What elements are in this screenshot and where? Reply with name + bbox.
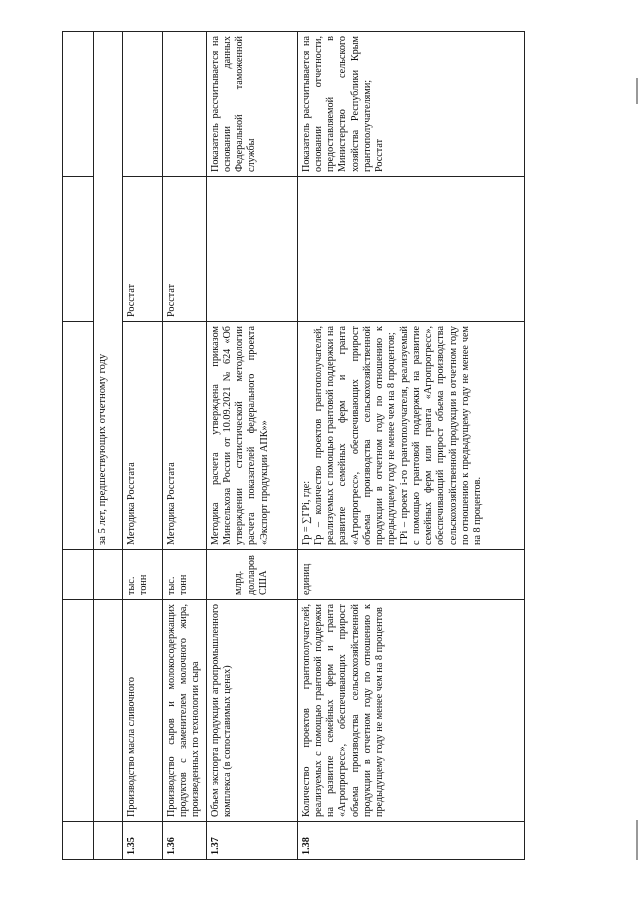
table-cell — [206, 177, 297, 322]
table-row — [123, 32, 163, 860]
table-cell — [63, 822, 94, 860]
unit-of-measure: тыс. тонн — [123, 550, 163, 600]
unit-of-measure: тыс. тонн — [163, 550, 207, 600]
rotated-document-page — [62, 32, 617, 860]
unit-of-measure: единиц — [297, 550, 524, 600]
row-number: 1.37 — [206, 822, 297, 860]
table-cell — [94, 550, 123, 600]
data-source: Росстат — [163, 177, 207, 322]
calculation-method: Методика расчета утверждена приказом Минсельхоза России от 10.09.2021 № 624 «Об утверждении статистической методологии расчета показателей федерального проекта «Экспорт продукции АПК»» — [206, 322, 297, 550]
table-row-span — [94, 32, 123, 860]
period-note-cell: за 5 лет, предшествующих отчетному году — [94, 32, 123, 550]
scan-artifact — [636, 78, 638, 104]
formula-definition: Гр – количество проектов грантополучателей, реализуемых с помощью грантовой поддержки на развитие семейных ферм и гранта «Агропрогресс», обеспечивающих прирост объема производства сельскохозяйственной продукции в отчетном году по отношению к предыдущему году не менее чем на 8 процентов; — [312, 326, 398, 545]
data-source: Показатель рассчитывается на основании данных Федеральной таможенной службы — [206, 32, 297, 177]
table-row — [297, 32, 524, 860]
table-row — [206, 32, 297, 860]
indicator-name: Производство масла сливочного — [123, 600, 163, 822]
scan-artifact — [636, 820, 638, 860]
indicator-table — [62, 31, 525, 860]
calculation-method: Методика Росстата — [123, 322, 163, 550]
table-cell — [63, 177, 94, 322]
table-cell — [63, 32, 94, 177]
formula-line: Гр = ∑ГРi, где: — [300, 480, 312, 545]
table-cell — [63, 550, 94, 600]
table-row — [163, 32, 207, 860]
table-cell — [94, 600, 123, 822]
indicator-name: Объем экспорта продукции агропромышленного комплекса (в сопоставимых ценах) — [206, 600, 297, 822]
unit-of-measure: млрд. долларов США — [206, 550, 297, 600]
calculation-method: Методика Росстата — [163, 322, 207, 550]
row-number: 1.35 — [123, 822, 163, 860]
table-cell — [297, 177, 524, 322]
row-number: 1.36 — [163, 822, 207, 860]
table-cell — [63, 600, 94, 822]
table-cell — [163, 32, 207, 177]
data-source — [297, 32, 524, 177]
table-cell — [94, 822, 123, 860]
source-line: Росстат — [374, 138, 386, 172]
table-cell — [123, 32, 163, 177]
table-row-continuation — [63, 32, 94, 860]
calculation-method — [297, 322, 524, 550]
indicator-name: Производство сыров и молокосодержащих продуктов с заменителем молочного жира, произведенных по технологии сыра — [163, 600, 207, 822]
row-number: 1.38 — [297, 822, 524, 860]
indicator-name: Количество проектов грантополучателей, реализуемых с помощью грантовой поддержки на развитие семейных ферм и гранта «Агропрогресс», обеспечивающих прирост объема производства сельскохозяйственной продукции в отчетном году по отношению к предыдущему году не менее чем на 8 процентов — [297, 600, 524, 822]
data-source: Росстат — [123, 177, 163, 322]
source-line: Показатель рассчитывается на основании отчетности, предоставляемой в Министерство сельского хозяйства Республики Крым грантополучателями; — [300, 36, 373, 172]
table-cell — [63, 322, 94, 550]
formula-definition: ГРi – проект i-го грантополучателя, реализуемый с помощью грантовой поддержки на развитие семейных ферм или гранта «Агропрогресс», обеспечивающий прирост объема производства сельскохозяйственной продукции в отчетном году по отношению к предыдущему году не менее чем на 8 процентов. — [398, 326, 483, 545]
